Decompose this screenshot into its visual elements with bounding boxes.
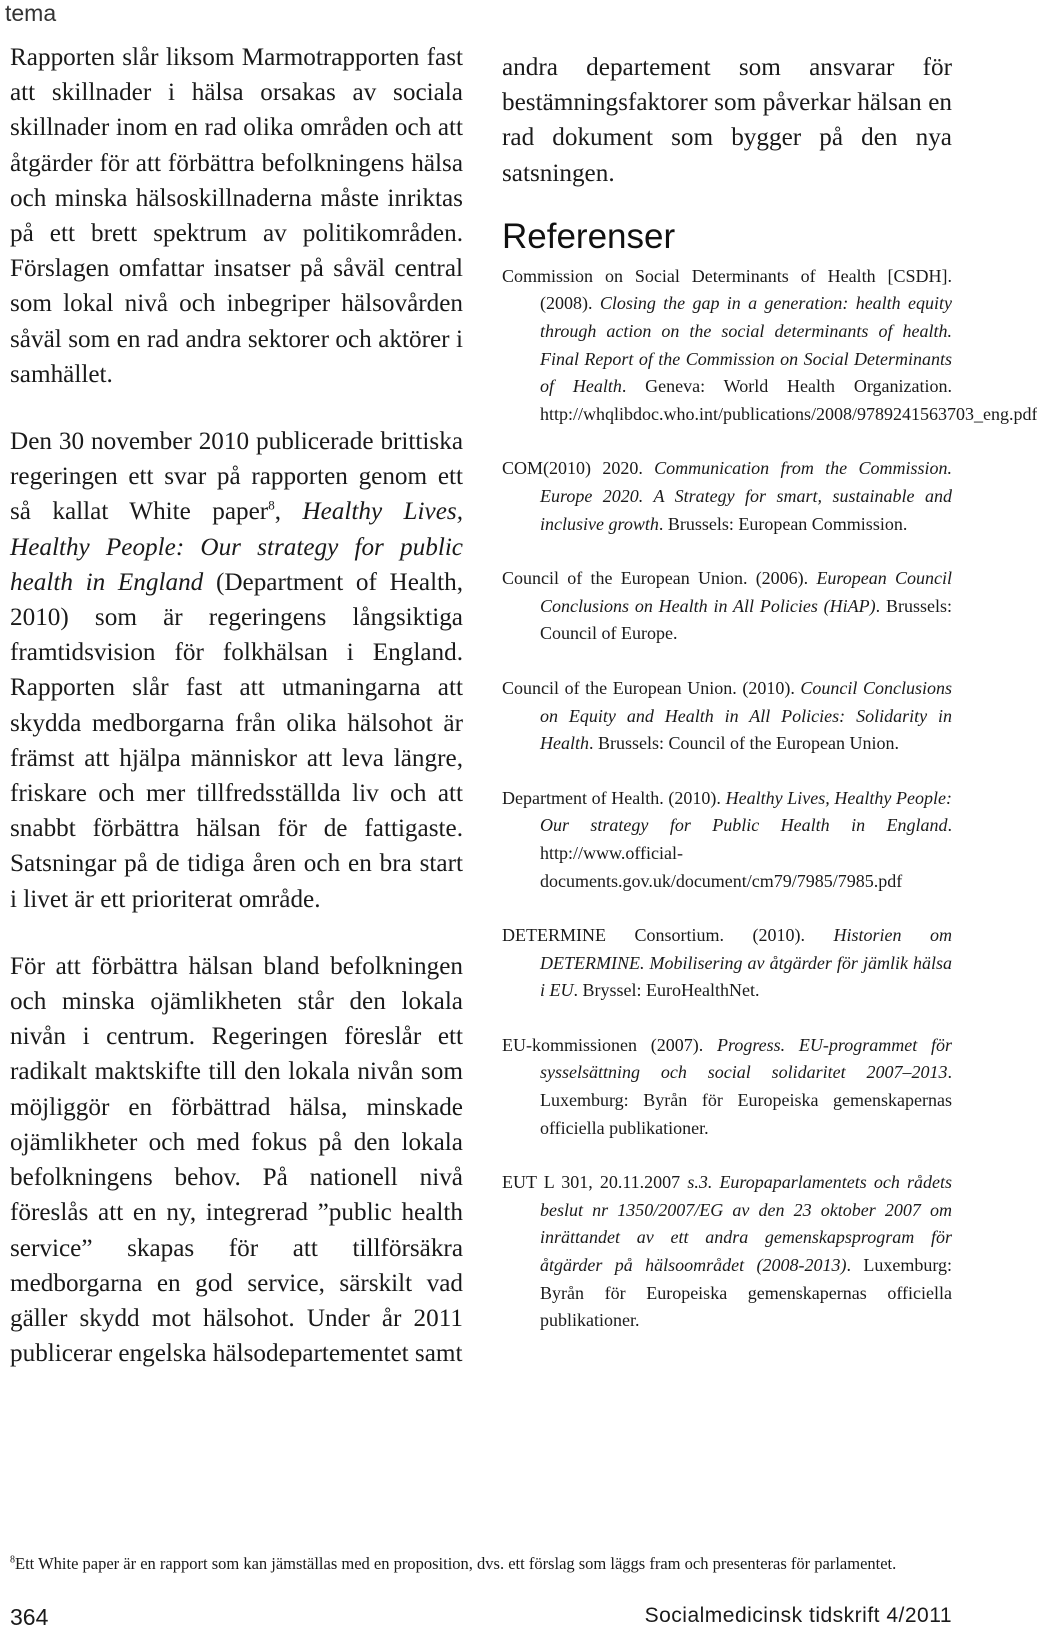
reference-item: COM(2010) 2020. Communication from the Commission. Europe 2020. A Strategy for smart, sustainable and inclusive growth. Brussels: European Commission. (502, 458, 953, 534)
body-paragraph-3: För att förbättra hälsan bland befolkningen och minska ojämlikheten står den lokala nivån i centrum. Regeringen föreslår ett radikalt maktskifte till den lokala nivån som möjliggör en förbättrad hälsa, minskade ojämlikheter och med fokus på den lokala befolkningens behov. På nationell nivå föreslås att en ny, integrerad ”public health service” skapas för att tillförsäkra medborgarna en god service, särskilt vad gäller skydd mot hälsohot. Under år 2011 publicerar engelska hälsodepartementet samt (10, 952, 463, 1368)
paragraph-2-text-c: (Department of Health, 2010) som är regeringens långsiktiga framtidsvision för folkhälsan i England. Rapporten slår fast att utmaningarna att skydda medborgarna från olika hälsohot är främst att hjälpa människor att leva längre, friskare och mer tillfredsställda liv och att snabbt förbättra hälsan för de fattigaste. Satsningar på de tidiga åren och en bra start i livet är ett prioriterat område. (10, 568, 463, 913)
page-number: 364 (10, 1604, 49, 1630)
reference-item: Department of Health. (2010). Healthy Lives, Healthy People: Our strategy for Public Health in England. http://www.official-documents.gov.uk/document/cm79/7985/7985.pdf (502, 787, 952, 891)
footnote-mark: 8 (10, 1554, 15, 1566)
footnote (10, 1553, 955, 1574)
right-column (502, 50, 1037, 1362)
left-column (10, 40, 463, 1403)
reference-item: EUT L 301, 20.11.2007 s.3. Europaparlamentets och rådets beslut nr 1350/2007/EG av den 23 oktober 2007 om inrättandet av ett andra gemenskapsprogram för åtgärder på hälsoområdet (2008-2013). Luxemburg: Byrån för Europeiska gemenskapernas officiella publikationer. (502, 1172, 952, 1331)
white-paper-title: Healthy Lives, Healthy People: Our strategy for public health in England (10, 498, 464, 596)
section-label: tema (5, 0, 57, 26)
journal-name: Socialmedicinsk tidskrift 4/2011 (644, 1604, 952, 1627)
continued-paragraph: andra departement som ansvarar för bestämningsfaktorer som påverkar hälsan en rad dokument som bygger på den nya satsningen. (502, 54, 952, 187)
reference-item: EU-kommissionen (2007). Progress. EU-programmet för sysselsättning och social solidaritet 2007–2013. Luxemburg: Byrån för Europeiska gemenskapernas officiella publikationer. (502, 1034, 952, 1138)
reference-list (502, 263, 1037, 1335)
paragraph-2-text-b: , (274, 498, 303, 526)
body-paragraph-1: Rapporten slår liksom Marmotrapporten fast att skillnader i hälsa orsakas av sociala skillnader inom en rad olika områden och att åtgärder för att förbättra befolkningens hälsa och minska hälsoskillnaderna måste inriktas på ett brett spektrum av politikområden. Förslagen omfattar insatser på såväl central som lokal nivå och inbegriper hälsovården såväl som en rad andra sektorer och aktörer i samhället. (10, 44, 463, 388)
footnote-ref-8: 8 (268, 498, 275, 514)
paragraph-2-text-a: Den 30 november 2010 publicerade brittiska regeringen ett svar på rapporten genom ett så kallat White paper (10, 428, 463, 526)
body-paragraph-2 (10, 424, 463, 917)
references-heading: Referenser (502, 216, 676, 256)
footnote-text: Ett White paper är en rapport som kan jämställas med en proposition, dvs. ett förslag som läggs fram och presenteras för parlamentet. (15, 1554, 897, 1573)
reference-item: DETERMINE Consortium. (2010). Historien om DETERMINE. Mobilisering av åtgärder för jämlik hälsa i EU. Bryssel: EuroHealthNet. (502, 925, 953, 1001)
reference-item: Council of the European Union. (2010). Council Conclusions on Equity and Health in All Policies: Solidarity in Health. Brussels: Council of the European Union. (502, 677, 952, 754)
reference-item: Council of the European Union. (2006). European Council Conclusions on Health in All Policies (HiAP). Brussels: Council of Europe. (502, 568, 953, 644)
reference-item: Commission on Social Determinants of Health [CSDH]. (2008). Closing the gap in a generation: health equity through action on the social determinants of health. Final Report of the Commission on Social Determinants of Health. Geneva: World Health Organization. http://whqlibdoc.who.int/publications/2008/9789241563703_eng.pdf (502, 265, 1037, 424)
